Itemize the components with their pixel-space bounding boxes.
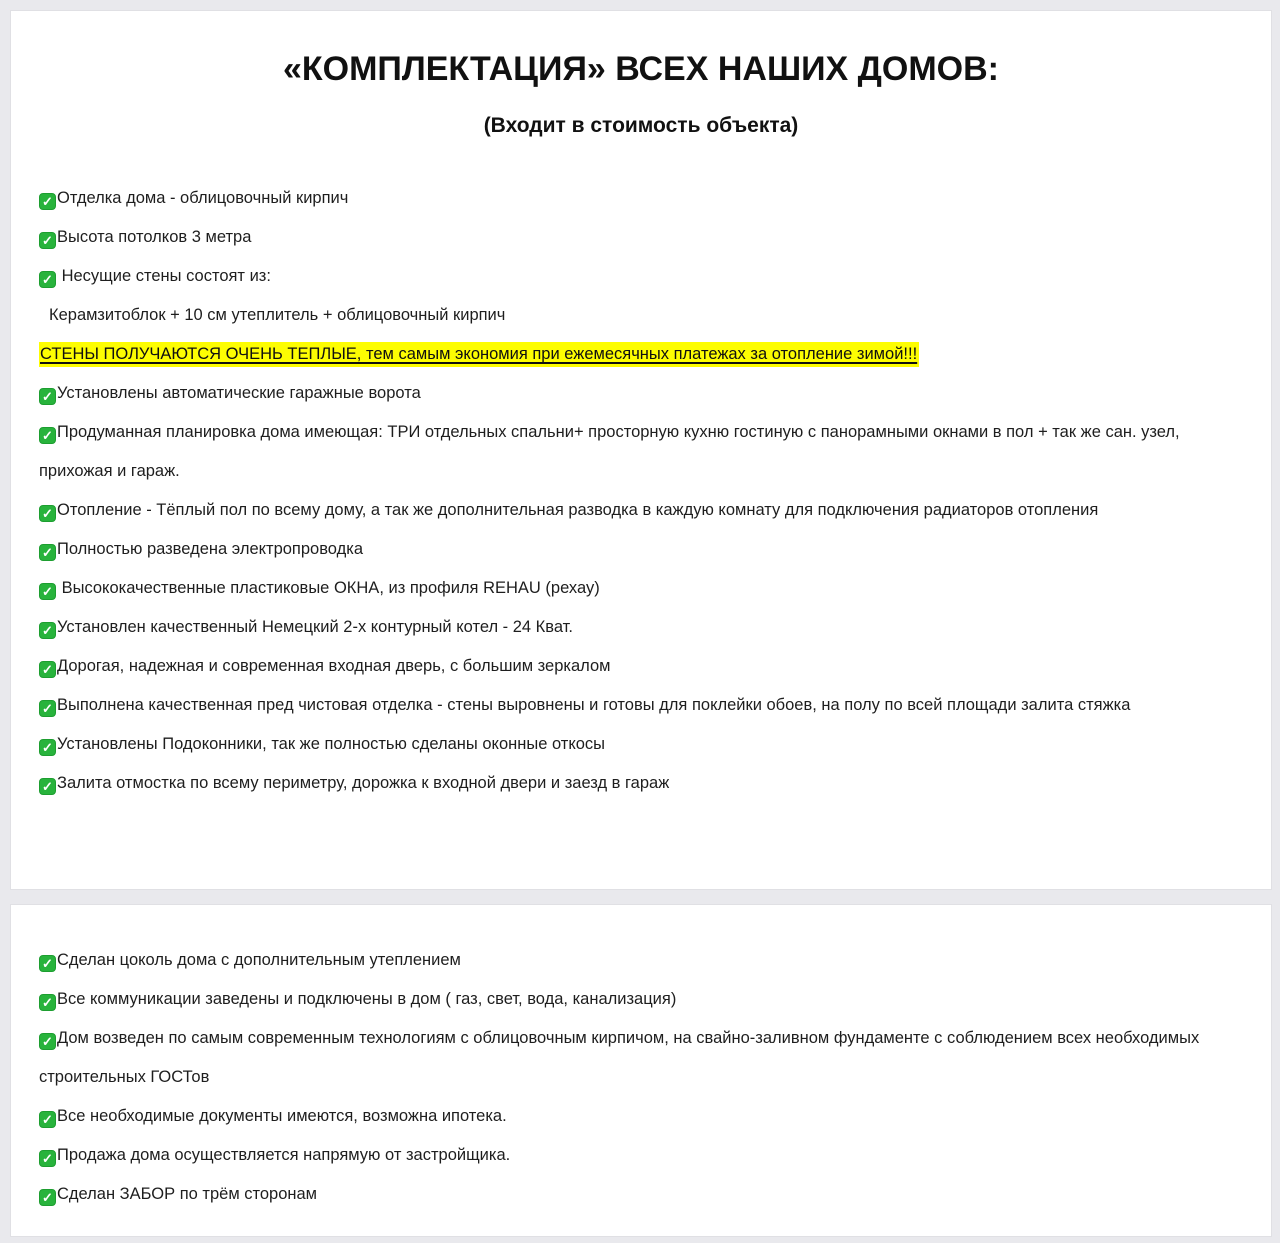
item-text: Высококачественные пластиковые ОКНА, из профиля REHAU (рехау)	[57, 579, 600, 597]
item-text: Дорогая, надежная и современная входная дверь, с большим зеркалом	[57, 657, 611, 675]
checkmark-icon: ✓	[39, 583, 56, 600]
checkmark-icon: ✓	[39, 1111, 56, 1128]
item-text: Все необходимые документы имеются, возможна ипотека.	[57, 1107, 507, 1125]
checkmark-icon: ✓	[39, 1150, 56, 1167]
list-item	[39, 1019, 1243, 1097]
page-title: «КОМПЛЕКТАЦИЯ» ВСЕХ НАШИХ ДОМОВ:	[282, 50, 999, 88]
features-list-secondary	[39, 941, 1243, 1214]
list-item	[39, 218, 1243, 257]
item-text: Несущие стены состоят из:	[57, 267, 271, 285]
checkmark-icon: ✓	[39, 1189, 56, 1206]
checkmark-icon: ✓	[39, 544, 56, 561]
checkmark-icon: ✓	[39, 661, 56, 678]
checkmark-icon: ✓	[39, 193, 56, 210]
list-item	[39, 725, 1243, 764]
list-item	[39, 647, 1243, 686]
highlighted-note: СТЕНЫ ПОЛУЧАЮТСЯ ОЧЕНЬ ТЕПЛЫЕ, тем самым экономия при ежемесячных платежах за отопление зимой!!!	[39, 342, 919, 367]
item-text: Установлены автоматические гаражные ворота	[57, 384, 421, 402]
item-text: Продуманная планировка дома имеющая: ТРИ отдельных спальни+ просторную кухню гостиную с панорамными окнами в пол + так же сан. узел, прихожая и гараж.	[39, 423, 1185, 480]
list-item	[39, 686, 1243, 725]
checkmark-icon: ✓	[39, 1033, 56, 1050]
item-text: Установлен качественный Немецкий 2-х контурный котел - 24 Кват.	[57, 618, 573, 636]
item-text: Высота потолков 3 метра	[57, 228, 252, 246]
list-item	[39, 941, 1243, 980]
list-item	[39, 179, 1243, 218]
list-item	[39, 296, 1243, 335]
page-subtitle: (Входит в стоимость объекта)	[483, 114, 799, 137]
item-text: Сделан ЗАБОР по трём сторонам	[57, 1185, 318, 1203]
item-text: Дом возведен по самым современным технологиям с облицовочным кирпичом, на свайно-заливном фундаменте с соблюдением всех необходимых строительных ГОСТов	[39, 1029, 1204, 1086]
features-card-secondary	[10, 904, 1272, 1237]
list-item	[39, 569, 1243, 608]
checkmark-icon: ✓	[39, 955, 56, 972]
list-item	[39, 764, 1243, 803]
features-list-main	[39, 179, 1243, 803]
checkmark-icon: ✓	[39, 739, 56, 756]
checkmark-icon: ✓	[39, 994, 56, 1011]
list-item	[39, 335, 1243, 374]
checkmark-icon: ✓	[39, 427, 56, 444]
item-text: Залита отмостка по всему периметру, дорожка к входной двери и заезд в гараж	[57, 774, 670, 792]
list-item	[39, 1136, 1243, 1175]
list-item	[39, 374, 1243, 413]
list-item	[39, 491, 1243, 530]
item-text: Продажа дома осуществляется напрямую от застройщика.	[57, 1146, 511, 1164]
checkmark-icon: ✓	[39, 700, 56, 717]
list-item	[39, 413, 1243, 491]
list-item	[39, 257, 1243, 296]
item-text: Выполнена качественная пред чистовая отделка - стены выровнены и готовы для поклейки обоев, на полу по всей площади залита стяжка	[57, 696, 1131, 714]
checkmark-icon: ✓	[39, 271, 56, 288]
list-item	[39, 980, 1243, 1019]
checkmark-icon: ✓	[39, 778, 56, 795]
checkmark-icon: ✓	[39, 505, 56, 522]
checkmark-icon: ✓	[39, 232, 56, 249]
list-item	[39, 530, 1243, 569]
item-text: Установлены Подоконники, так же полностью сделаны оконные откосы	[57, 735, 606, 753]
list-item	[39, 1097, 1243, 1136]
item-text: Полностью разведена электропроводка	[57, 540, 363, 558]
list-item	[39, 1175, 1243, 1214]
card-divider	[10, 890, 1272, 904]
item-text: Отопление - Тёплый пол по всему дому, а так же дополнительная разводка в каждую комнату для подключения радиаторов отопления	[57, 501, 1099, 519]
features-card-main	[10, 10, 1272, 890]
item-text: Керамзитоблок + 10 см утеплитель + облицовочный кирпич	[49, 306, 506, 324]
item-text: Отделка дома - облицовочный кирпич	[57, 189, 349, 207]
checkmark-icon: ✓	[39, 388, 56, 405]
item-text: Сделан цоколь дома с дополнительным утеплением	[57, 951, 461, 969]
item-text: Все коммуникации заведены и подключены в дом ( газ, свет, вода, канализация)	[57, 990, 677, 1008]
list-item	[39, 608, 1243, 647]
checkmark-icon: ✓	[39, 622, 56, 639]
